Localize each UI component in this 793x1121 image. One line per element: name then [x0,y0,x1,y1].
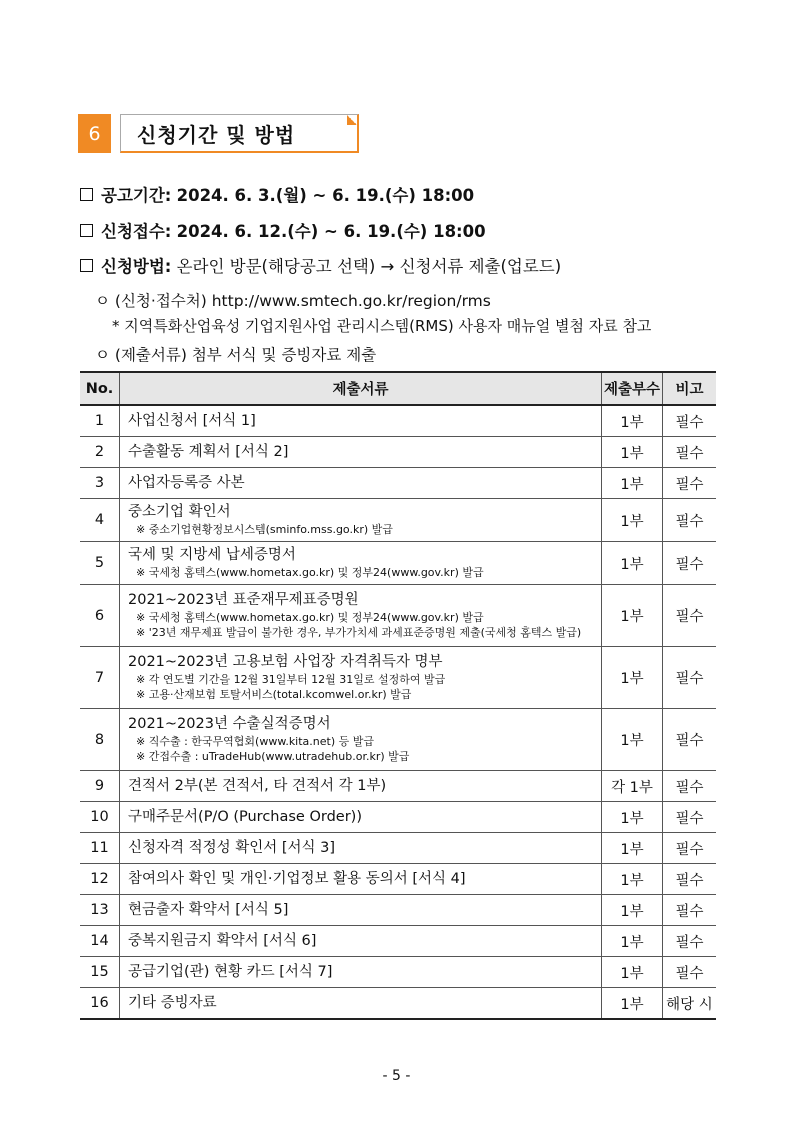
page-number: - 5 - [382,1068,411,1084]
document-name: 참여의사 확인 및 개인·기업정보 활용 동의서 [서식 4] [128,870,466,887]
document-note: ※ 국세청 홈텍스(www.hometax.go.kr) 및 정부24(www.gov.kr) 발급 [136,611,484,624]
row-number: 3 [80,468,120,499]
header-no: No. [80,372,120,405]
document-name: 신청자격 적정성 확인서 [서식 3] [128,839,336,856]
row-remark: 필수 [663,771,717,802]
row-remark: 필수 [663,405,717,437]
corner-fold [347,115,357,125]
row-count: 1부 [602,542,663,585]
section-header [78,114,360,154]
row-number: 1 [80,405,120,437]
row-remark: 필수 [663,647,717,709]
document-name: 공급기업(관) 현황 카드 [서식 7] [128,963,333,980]
item-application-period: 신청접수: 2024. 6. 12.(수) ~ 6. 19.(수) 18:00 [80,218,486,242]
row-document [120,771,602,802]
row-count: 1부 [602,926,663,957]
table-header-row [80,372,716,405]
document-name: 2021~2023년 고용보험 사업장 자격취득자 명부 [128,654,443,670]
row-count: 1부 [602,585,663,647]
submission-docs-line: ㅇ (제출서류) 첨부 서식 및 증빙자료 제출 [95,346,377,364]
document-name: 구매주문서(P/O (Purchase Order)) [128,808,362,825]
row-document [120,647,602,709]
header-remark: 비고 [663,372,717,405]
checkbox-square-icon [80,188,93,201]
document-name: 2021~2023년 표준재무제표증명원 [128,592,359,608]
row-number: 9 [80,771,120,802]
table-row [80,499,716,542]
row-count: 1부 [602,468,663,499]
table-row [80,926,716,957]
row-count: 1부 [602,405,663,437]
submission-documents-table [80,371,716,1020]
table-row [80,709,716,771]
row-document [120,833,602,864]
document-note: ※ 고용·산재보험 토탈서비스(total.kcomwel.or.kr) 발급 [136,688,412,701]
row-document [120,926,602,957]
row-number: 6 [80,585,120,647]
row-count: 1부 [602,864,663,895]
row-remark: 필수 [663,926,717,957]
row-document [120,468,602,499]
row-number: 2 [80,437,120,468]
document-note: ※ 중소기업현황정보시스템(sminfo.mss.go.kr) 발급 [136,523,393,536]
document-name: 중복지원금지 확약서 [서식 6] [128,932,317,949]
section-number: 6 [78,114,111,153]
row-number: 14 [80,926,120,957]
row-number: 12 [80,864,120,895]
row-number: 4 [80,499,120,542]
document-name: 2021~2023년 수출실적증명서 [128,716,331,732]
table-row [80,585,716,647]
row-remark: 필수 [663,468,717,499]
row-number: 10 [80,802,120,833]
table-row [80,437,716,468]
row-count: 1부 [602,802,663,833]
table-row [80,647,716,709]
table-row [80,895,716,926]
table-row [80,771,716,802]
table-row [80,957,716,988]
row-count: 1부 [602,957,663,988]
document-note: ※ 국세청 홈텍스(www.hometax.go.kr) 및 정부24(www.gov.kr) 발급 [136,566,484,579]
row-document [120,542,602,585]
document-name: 사업자등록증 사본 [128,474,245,491]
row-number: 5 [80,542,120,585]
row-count: 1부 [602,499,663,542]
document-name: 중소기업 확인서 [128,504,231,520]
row-remark: 필수 [663,864,717,895]
table-row [80,802,716,833]
application-url-line: ㅇ (신청·접수처) http://www.smtech.go.kr/region/rms [95,292,491,310]
document-note: ※ 각 연도별 기간을 12월 31일부터 12월 31일로 설정하여 발급 [136,673,446,686]
row-document [120,802,602,833]
row-document [120,437,602,468]
row-remark: 필수 [663,895,717,926]
document-name: 사업신청서 [서식 1] [128,412,256,429]
item-application-method: 신청방법: 온라인 방문(해당공고 선택) → 신청서류 제출(업로드) [80,253,561,277]
row-number: 8 [80,709,120,771]
table-row [80,988,716,1020]
row-document [120,405,602,437]
row-remark: 필수 [663,585,717,647]
row-remark: 필수 [663,957,717,988]
row-number: 11 [80,833,120,864]
row-remark: 필수 [663,542,717,585]
row-remark: 필수 [663,833,717,864]
row-count: 1부 [602,647,663,709]
header-document: 제출서류 [120,372,602,405]
row-number: 15 [80,957,120,988]
document-name: 국세 및 지방세 납세증명서 [128,547,296,563]
section-title: 신청기간 및 방법 [137,122,296,147]
row-remark: 필수 [663,499,717,542]
row-document [120,499,602,542]
row-document [120,895,602,926]
row-count: 1부 [602,988,663,1020]
item-announcement-period: 공고기간: 2024. 6. 3.(월) ~ 6. 19.(수) 18:00 [80,182,474,206]
row-remark: 해당 시 [663,988,717,1020]
row-count: 각 1부 [602,771,663,802]
row-count: 1부 [602,437,663,468]
row-count: 1부 [602,833,663,864]
document-note: ※ 간접수출 : uTradeHub(www.utradehub.or.kr) 발급 [136,750,410,763]
table-row [80,405,716,437]
table-row [80,542,716,585]
document-name: 현금출자 확약서 [서식 5] [128,901,289,918]
section-title-box [120,114,359,153]
row-document [120,988,602,1020]
row-document [120,864,602,895]
document-note: ※ '23년 재무제표 발급이 불가한 경우, 부가가치세 과세표준증명원 제출(국세청 홈텍스 발급) [136,626,582,639]
row-number: 7 [80,647,120,709]
header-count: 제출부수 [602,372,663,405]
checkbox-square-icon [80,259,93,272]
row-count: 1부 [602,895,663,926]
row-count: 1부 [602,709,663,771]
document-note: ※ 직수출 : 한국무역협회(www.kita.net) 등 발급 [136,735,375,748]
row-remark: 필수 [663,709,717,771]
row-remark: 필수 [663,437,717,468]
row-document [120,709,602,771]
row-remark: 필수 [663,802,717,833]
table-row [80,833,716,864]
document-name: 수출활동 계획서 [서식 2] [128,443,289,460]
row-number: 16 [80,988,120,1020]
row-document [120,957,602,988]
document-name: 기타 증빙자료 [128,994,217,1011]
document-name: 견적서 2부(본 견적서, 타 견적서 각 1부) [128,777,387,794]
checkbox-square-icon [80,224,93,237]
table-row [80,864,716,895]
table-row [80,468,716,499]
rms-manual-note: * 지역특화산업육성 기업지원사업 관리시스템(RMS) 사용자 매뉴얼 별첨 자료 참고 [112,317,652,335]
row-number: 13 [80,895,120,926]
row-document [120,585,602,647]
